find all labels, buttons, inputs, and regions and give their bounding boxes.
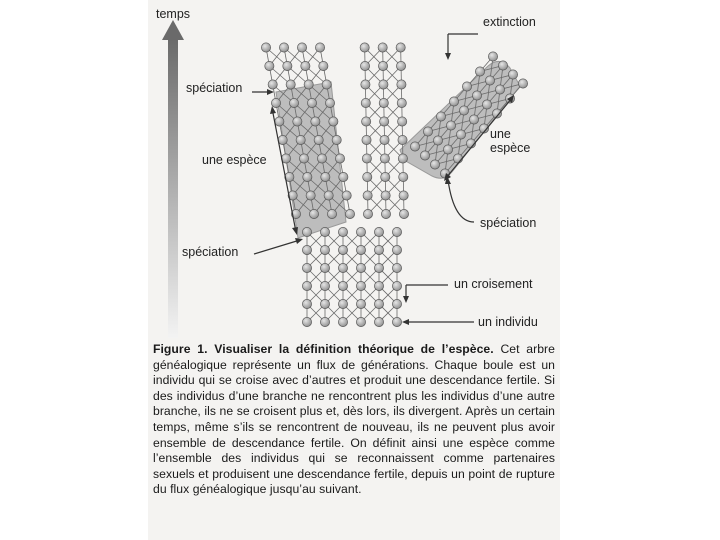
individual	[378, 43, 387, 52]
individual	[302, 245, 311, 254]
individual	[321, 172, 330, 181]
individual	[379, 80, 388, 89]
individual	[381, 172, 390, 181]
individual	[485, 76, 494, 85]
individual	[303, 172, 312, 181]
individual	[363, 191, 372, 200]
individual	[363, 209, 372, 218]
individual	[356, 281, 365, 290]
individual	[381, 209, 390, 218]
individual	[446, 121, 455, 130]
individual	[374, 299, 383, 308]
individual	[399, 209, 408, 218]
individual	[302, 317, 311, 326]
individual	[374, 245, 383, 254]
individual	[356, 227, 365, 236]
individual	[360, 43, 369, 52]
individual	[392, 317, 401, 326]
individual	[302, 299, 311, 308]
individual	[279, 43, 288, 52]
individual	[311, 117, 320, 126]
individual	[283, 61, 292, 70]
time-arrow	[162, 20, 184, 338]
une-espece-right-label-2: espèce	[490, 141, 531, 155]
speciation-top-label: spéciation	[186, 81, 243, 95]
page	[148, 0, 560, 540]
individual	[374, 263, 383, 272]
individual	[398, 154, 407, 163]
caption-title: Figure 1. Visualiser la définition théorique de l’espèce.	[153, 342, 494, 356]
individual	[325, 98, 334, 107]
individual	[360, 61, 369, 70]
individual	[518, 79, 527, 88]
individual	[297, 43, 306, 52]
individual	[320, 245, 329, 254]
individual	[338, 281, 347, 290]
individual	[396, 43, 405, 52]
individual	[443, 145, 452, 154]
individual	[399, 191, 408, 200]
individual	[374, 317, 383, 326]
extinction-label: extinction	[483, 15, 536, 29]
individual	[327, 209, 336, 218]
individual	[398, 117, 407, 126]
individual	[320, 227, 329, 236]
individual	[265, 61, 274, 70]
individual	[456, 130, 465, 139]
individual	[293, 117, 302, 126]
individual	[374, 227, 383, 236]
caption-body: Cet arbre généalogique représente un flux de générations. Chaque boule est un individu qui se croise avec d’autres et produit une descendance fertile. Si des individus d’une branche ne rencontrent plus les individus d’une autre branche, ils ne se croisent plus et, dès lors, ils divergent. Après un certain temps, même s’ils se rencontrent de nouveau, ils ne peuvent plus avoir ensemble de descendance fertile. On définit ainsi une espèce comme l’ensemble des individus qui se reconnaissent comme partenaires sexuels et produisent une descendance fertile, depuis un point de rupture du flux généalogique jusqu’au suivant.	[153, 342, 555, 497]
individual	[396, 61, 405, 70]
individual	[338, 245, 347, 254]
individual	[268, 80, 277, 89]
individual	[332, 135, 341, 144]
temps-label: temps	[156, 7, 191, 21]
speciation-figure	[148, 0, 560, 340]
individual	[338, 299, 347, 308]
individual	[362, 135, 371, 144]
individual	[392, 263, 401, 272]
individual	[469, 115, 478, 124]
individual	[338, 317, 347, 326]
individual	[302, 281, 311, 290]
individual	[320, 263, 329, 272]
individual	[374, 281, 383, 290]
individual	[508, 70, 517, 79]
individual	[320, 299, 329, 308]
individual	[495, 85, 504, 94]
individual	[410, 142, 419, 151]
individual	[278, 135, 287, 144]
individual	[319, 61, 328, 70]
individual	[345, 209, 354, 218]
individual	[356, 317, 365, 326]
individual	[398, 135, 407, 144]
individual	[363, 172, 372, 181]
individual	[362, 154, 371, 163]
individual	[275, 117, 284, 126]
speciation-bottom-label: spéciation	[182, 245, 239, 259]
individual	[342, 191, 351, 200]
individual	[392, 245, 401, 254]
individual	[392, 281, 401, 290]
individual	[301, 61, 310, 70]
individual	[338, 227, 347, 236]
individual	[433, 136, 442, 145]
individual	[453, 154, 462, 163]
individual	[436, 112, 445, 121]
individual	[320, 281, 329, 290]
individual	[338, 263, 347, 272]
individual	[392, 227, 401, 236]
individual	[299, 154, 308, 163]
individual	[397, 98, 406, 107]
individual	[317, 154, 326, 163]
individual	[362, 117, 371, 126]
individu-label: un individu	[478, 315, 538, 329]
individual	[286, 80, 295, 89]
individual	[302, 263, 311, 272]
individual	[296, 135, 305, 144]
individual	[309, 209, 318, 218]
individual	[322, 80, 331, 89]
individual	[329, 117, 338, 126]
individual	[380, 135, 389, 144]
individual	[472, 91, 481, 100]
individual	[302, 227, 311, 236]
speciation-right-label: spéciation	[480, 216, 537, 230]
individual	[380, 117, 389, 126]
individual	[361, 98, 370, 107]
individual	[488, 52, 497, 61]
individual	[380, 154, 389, 163]
une-espece-left-label: une espèce	[202, 153, 267, 167]
individual	[324, 191, 333, 200]
individual	[420, 151, 429, 160]
individual	[304, 80, 313, 89]
individual	[498, 61, 507, 70]
individual	[356, 299, 365, 308]
individual	[271, 98, 280, 107]
une-espece-right-label-1: une	[490, 127, 511, 141]
individual	[459, 106, 468, 115]
individual	[430, 160, 439, 169]
individual	[289, 98, 298, 107]
individual	[314, 135, 323, 144]
individual	[378, 61, 387, 70]
individual	[462, 82, 471, 91]
individual	[261, 43, 270, 52]
individual	[356, 263, 365, 272]
individual	[356, 245, 365, 254]
individual	[320, 317, 329, 326]
individual	[449, 97, 458, 106]
individual	[379, 98, 388, 107]
individual	[397, 80, 406, 89]
individual	[307, 98, 316, 107]
individual	[399, 172, 408, 181]
individual	[315, 43, 324, 52]
individual	[482, 100, 491, 109]
figure-caption	[153, 342, 555, 498]
individual	[361, 80, 370, 89]
individual	[335, 154, 344, 163]
individual	[381, 191, 390, 200]
individual	[306, 191, 315, 200]
croisement-label: un croisement	[454, 277, 533, 291]
individual	[339, 172, 348, 181]
individual	[475, 67, 484, 76]
individual	[423, 127, 432, 136]
individual	[392, 299, 401, 308]
